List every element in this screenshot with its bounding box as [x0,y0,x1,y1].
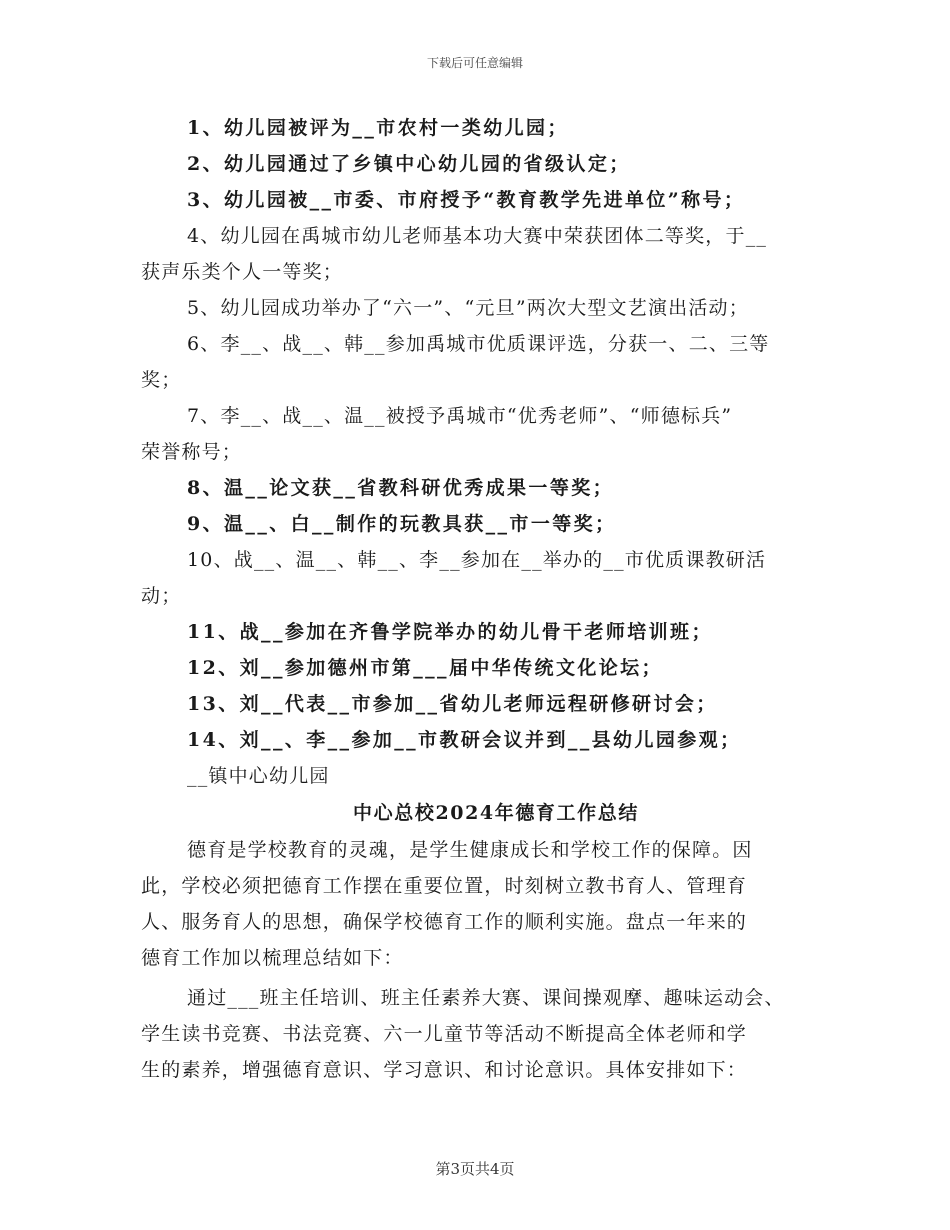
page-footer: 第3页共4页 [435,1160,515,1178]
paragraph-line: 学生读书竞赛、书法竞赛、六一儿童节等活动不断提高全体老师和学 [141,1022,748,1045]
achievement-line: 动； [141,584,182,607]
paragraph-line: 人、服务育人的思想，确保学校德育工作的顺利实施。盘点一年来的 [141,910,748,933]
achievement-line: 13、刘__代表__市参加__省幼儿老师远程研修研讨会； [187,692,718,715]
achievement-line: 11、战__参加在齐鲁学院举办的幼儿骨干老师培训班； [187,620,713,643]
achievement-line: 荣誉称号； [141,440,243,463]
document-body [141,110,831,1088]
achievement-line: __镇中心幼儿园 [187,764,330,787]
achievement-line: 2、幼儿园通过了乡镇中心幼儿园的省级认定； [187,152,631,175]
achievement-line: 8、温__论文获__省教科研优秀成果一等奖； [187,476,615,499]
paragraph-line: 德育工作加以梳理总结如下： [141,946,404,969]
achievement-line: 6、李__、战__、韩__参加禹城市优质课评选，分获一、二、三等 [187,332,770,355]
achievement-line: 4、幼儿园在禹城市幼儿老师基本功大赛中荣获团体二等奖，于__ [187,224,768,247]
achievement-line: 12、刘__参加德州市第___届中华传统文化论坛； [187,656,663,679]
summary-paragraphs [141,832,831,1088]
summary-paragraph [141,832,831,976]
achievement-line: 3、幼儿园被__市委、市府授予“教育教学先进单位”称号； [187,188,746,211]
achievement-line: 10、战__、温__、韩__、李__参加在__举办的__市优质课教研活 [187,548,767,571]
paragraph-line: 生的素养，增强德育意识、学习意识、和讨论意识。具体安排如下： [141,1058,748,1081]
achievement-list [141,110,831,794]
paragraph-line: 此，学校必须把德育工作摆在重要位置，时刻树立教书育人、管理育 [141,874,748,897]
paragraph-line: 通过___班主任培训、班主任素养大赛、课间操观摩、趣味运动会、 [187,986,785,1009]
achievement-line: 9、温__、白__制作的玩教具获__市一等奖； [187,512,617,535]
achievement-line: 1、幼儿园被评为__市农村一类幼儿园； [187,116,569,139]
summary-paragraph [141,980,831,1088]
achievement-line: 获声乐类个人一等奖； [141,260,344,283]
section-title: 中心总校2024年德育工作总结 [353,801,639,824]
achievement-line: 7、李__、战__、温__被授予禹城市“优秀老师”、“师德标兵” [187,404,733,427]
achievement-line: 14、刘__、李__参加__市教研会议并到__县幼儿园参观； [187,728,742,751]
paragraph-line: 德育是学校教育的灵魂，是学生健康成长和学校工作的保障。因 [187,838,753,861]
page-header: 下载后可任意编辑 [426,56,523,70]
achievement-line: 奖； [141,368,182,391]
achievement-line: 5、幼儿园成功举办了“六一”、“元旦”两次大型文艺演出活动； [187,296,749,319]
